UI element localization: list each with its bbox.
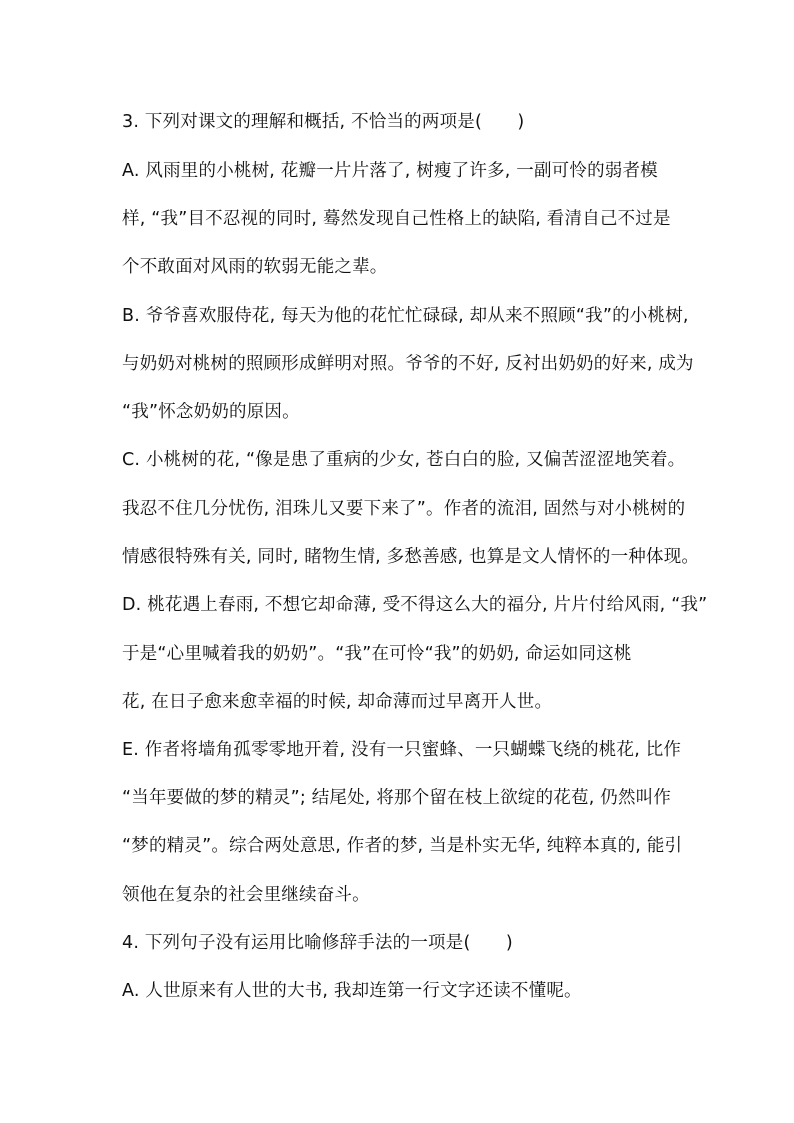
- question-3-option-a-line-3: 个不敢面对风雨的软弱无能之辈。: [122, 257, 388, 277]
- question-3-stem: 3. 下列对课文的理解和概括, 不恰当的两项是( ): [122, 112, 525, 132]
- question-3-option-e-line-3: “梦的精灵”。综合两处意思, 作者的梦, 当是朴实无华, 纯粹本真的, 能引: [122, 836, 683, 856]
- question-4-option-a: A. 人世原来有人世的大书, 我却连第一行文字还读不懂呢。: [122, 981, 582, 1001]
- question-3-option-c-line-3: 情感很特殊有关, 同时, 睹物生情, 多愁善感, 也算是文人情怀的一种体现。: [122, 547, 700, 567]
- question-3-option-e-line-2: “当年要做的梦的精灵”; 结尾处, 将那个留在枝上欲绽的花苞, 仍然叫作: [122, 788, 672, 808]
- question-3-option-b-line-2: 与奶奶对桃树的照顾形成鲜明对照。爷爷的不好, 反衬出奶奶的好来, 成为: [122, 354, 694, 374]
- question-3-option-d-line-1: D. 桃花遇上春雨, 不想它却命薄, 受不得这么大的福分, 片片付给风雨, “我”: [122, 595, 708, 615]
- question-3-option-c-line-2: 我忍不住几分忧伤, 泪珠儿又要下来了”。作者的流泪, 固然与对小桃树的: [122, 499, 686, 519]
- question-3-option-b-line-3: “我”怀念奶奶的原因。: [122, 402, 300, 422]
- question-4-stem: 4. 下列句子没有运用比喻修辞手法的一项是( ): [122, 933, 513, 953]
- question-3-option-c-line-1: C. 小桃树的花, “像是患了重病的少女, 苍白白的脸, 又偏苦涩涩地笑着。: [122, 450, 686, 470]
- question-3-option-e-line-1: E. 作者将墙角孤零零地开着, 没有一只蜜蜂、一只蝴蝶飞绕的桃花, 比作: [122, 740, 682, 760]
- question-3-option-a-line-1: A. 风雨里的小桃树, 花瓣一片片落了, 树瘦了许多, 一副可怜的弱者模: [122, 161, 658, 181]
- question-3-option-e-line-4: 领他在复杂的社会里继续奋斗。: [122, 885, 370, 905]
- question-3-option-a-line-2: 样, “我”目不忍视的同时, 蓦然发现自己性格上的缺陷, 看清自己不过是: [122, 209, 671, 229]
- question-3-option-b-line-1: B. 爷爷喜欢服侍花, 每天为他的花忙忙碌碌, 却从来不照顾“我”的小桃树,: [122, 306, 689, 326]
- question-3-option-d-line-2: 于是“心里喊着我的奶奶”。“我”在可怜“我”的奶奶, 命运如同这桃: [122, 644, 632, 664]
- question-3-option-d-line-3: 花, 在日子愈来愈幸福的时候, 却命薄而过早离开人世。: [122, 692, 553, 712]
